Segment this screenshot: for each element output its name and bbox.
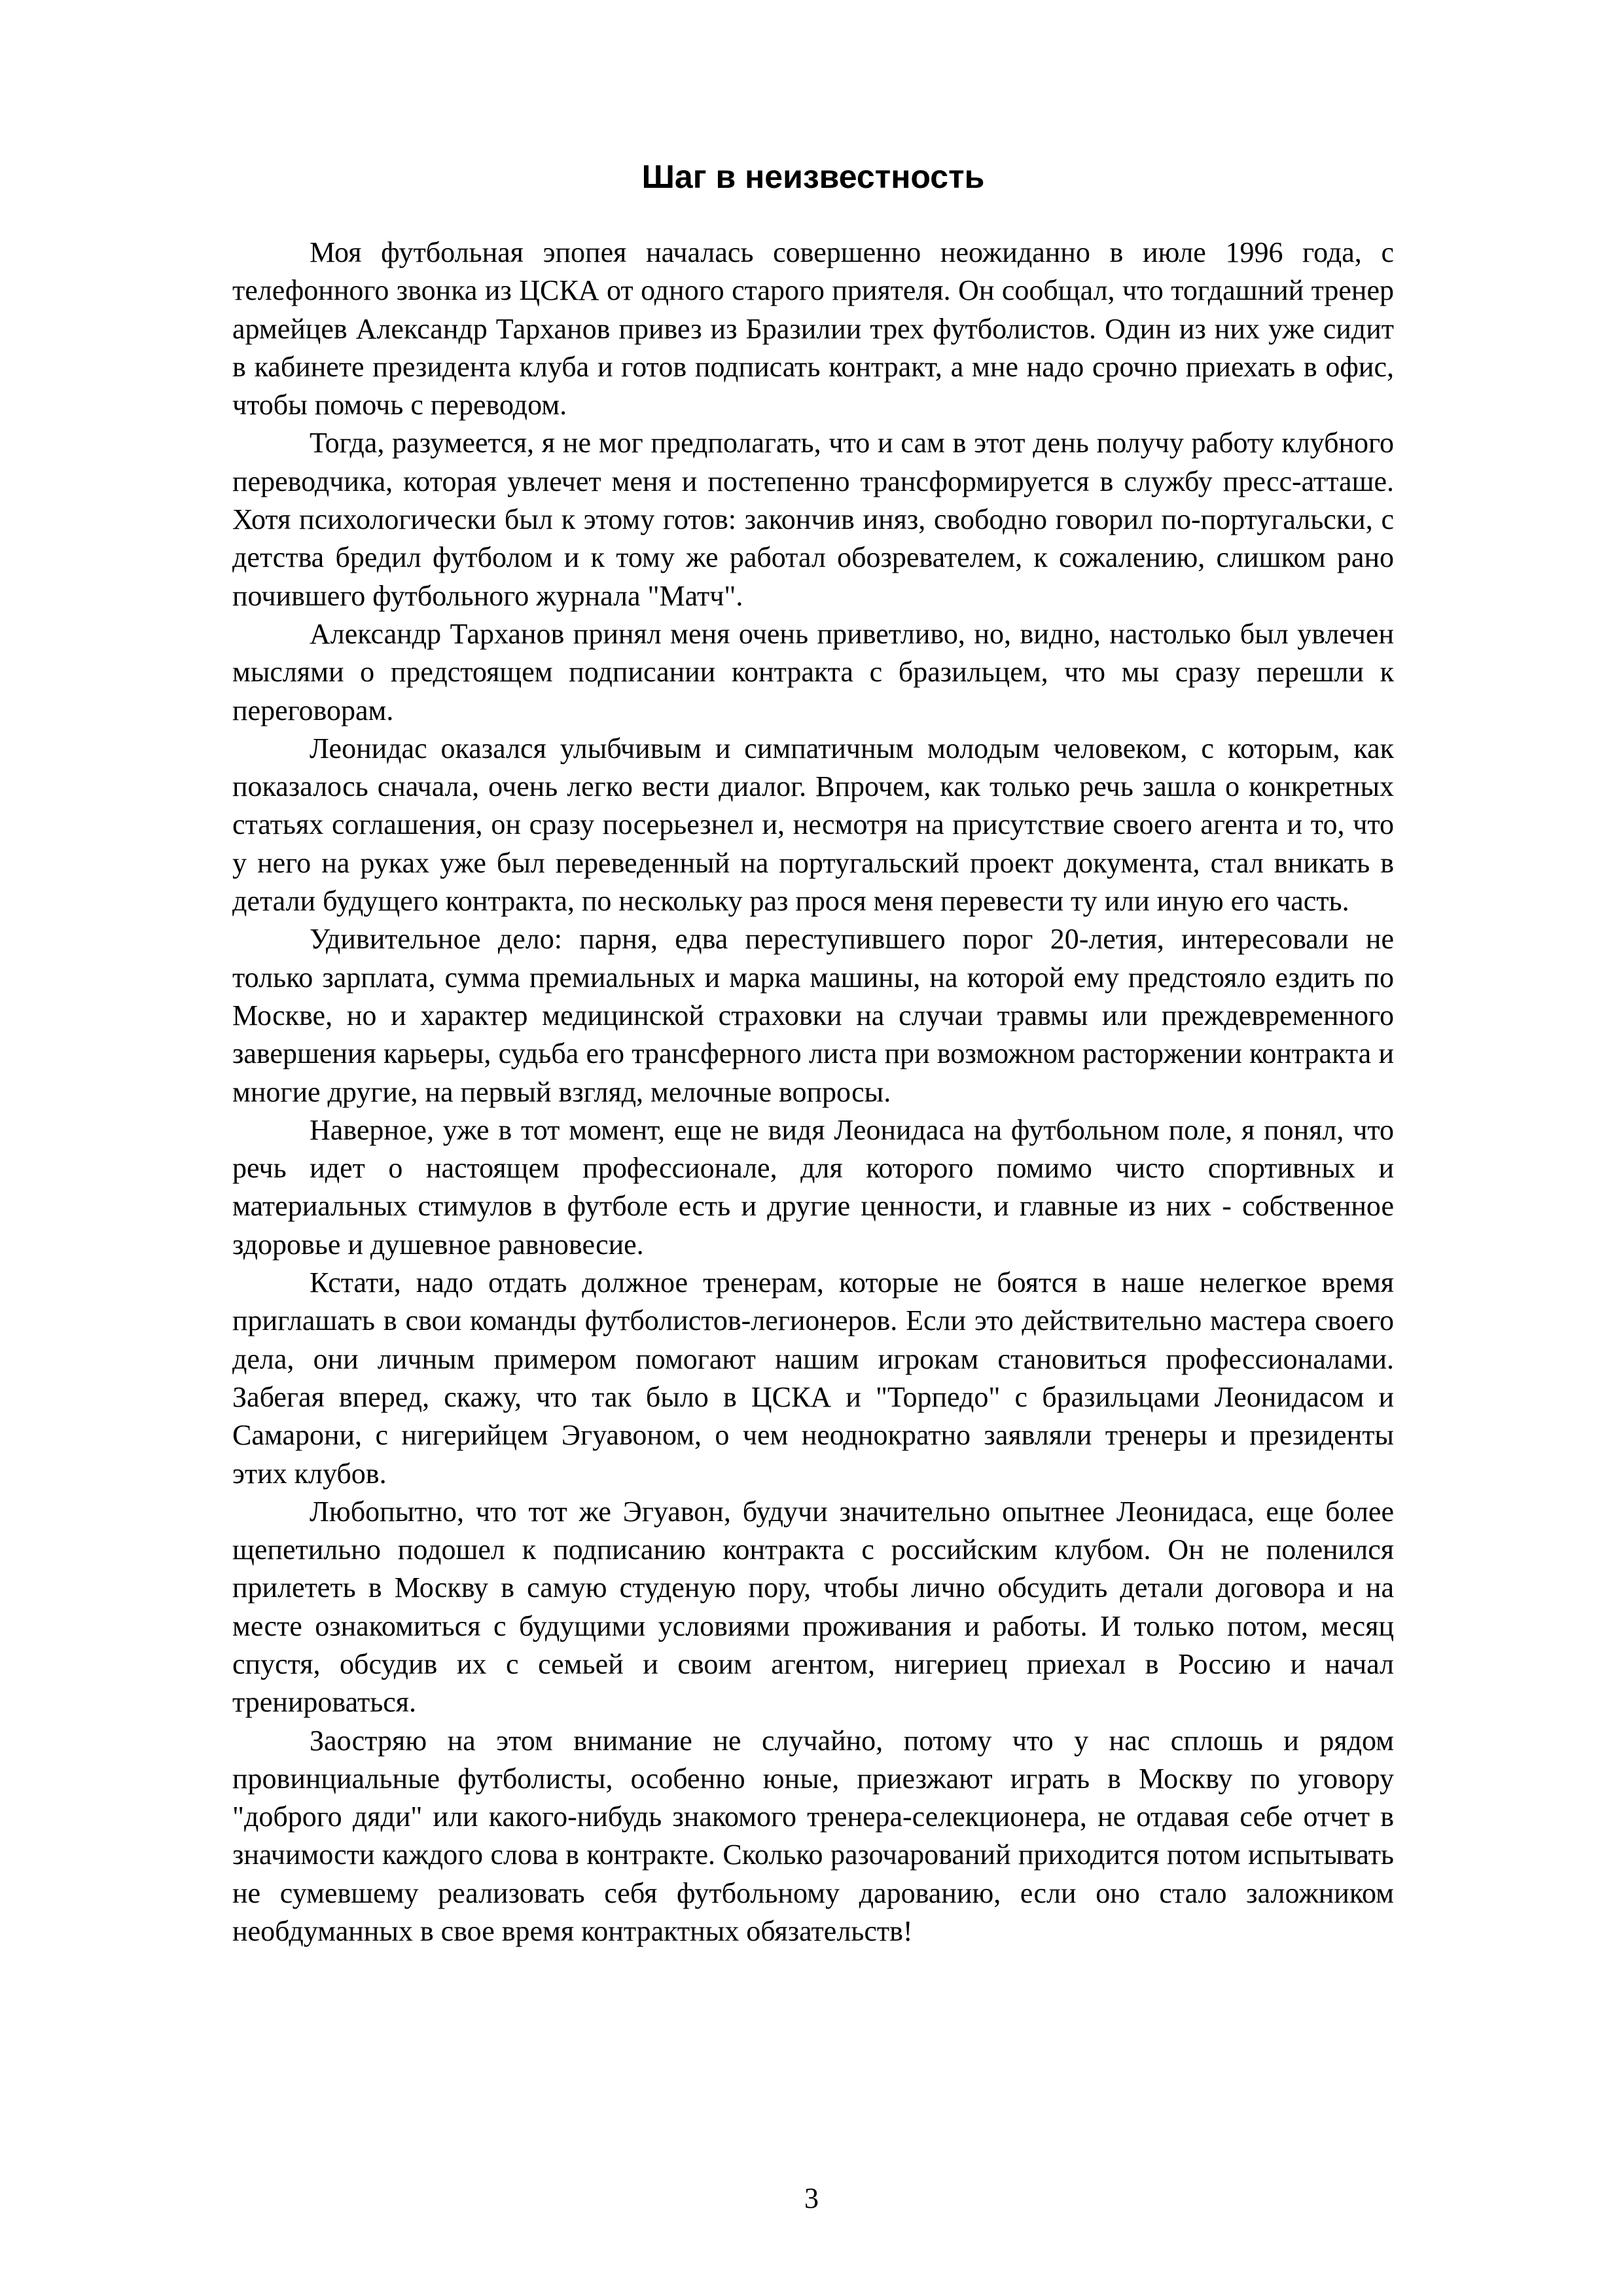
paragraph-8: Любопытно, что тот же Эгуавон, будучи значительно опытнее Леонидаса, еще более щепетильно подошел к подписанию контракта с российским клубом. Он не поленился прилететь в Москву в самую студеную пору, чтобы лично обсудить детали договора и на месте ознакомиться с будущими условиями проживания и работы. И только потом, месяц спустя, обсудив их с семьей и своим агентом, нигериец приехал в Россию и начал тренироваться. <box>232 1495 1394 1719</box>
paragraph-9: Заостряю на этом внимание не случайно, потому что у нас сплошь и рядом провинциальные футболисты, особенно юные, приезжают играть в Москву по уговору "доброго дяди" или какого-нибудь знакомого тренера-селекционера, не отдавая себе отчет в значимости каждого слова в контракте. Сколько разочарований приходится потом испытывать не сумевшему реализовать себя футбольному дарованию, если оно стало заложником необдуманных в свое время контрактных обязательств! <box>232 1724 1394 1948</box>
page-number: 3 <box>804 2182 819 2214</box>
paragraph-1: Моя футбольная эпопея началась совершенно неожиданно в июле 1996 года, с телефонного звонка из ЦСКА от одного старого приятеля. Он сообщал, что тогдашний тренер армейцев Александр Тарханов привез из Бразилии трех футболистов. Один из них уже сидит в кабинете президента клуба и готов подписать контракт, а мне надо срочно приехать в офис, чтобы помочь с переводом. <box>232 236 1394 422</box>
paragraph-5: Удивительное дело: парня, едва переступившего порог 20-летия, интересовали не только зарплата, сумма премиальных и марка машины, на которой ему предстояло ездить по Москве, но и характер медицинской страховки на случаи травмы или преждевременного завершения карьеры, судьба его трансферного листа при возможном расторжении контракта и многие другие, на первый взгляд, мелочные вопросы. <box>232 923 1394 1108</box>
page-title: Шаг в неизвестность <box>641 158 985 195</box>
paragraph-4: Леонидас оказался улыбчивым и симпатичным молодым человеком, с которым, как показалось сначала, очень легко вести диалог. Впрочем, как только речь зашла о конкретных статьях соглашения, он сразу посерьезнел и, несмотря на присутствие своего агента и то, что у него на руках уже был переведенный на португальский проект документа, стал вникать в детали будущего контракта, по нескольку раз прося меня перевести ту или иную его часть. <box>232 732 1394 918</box>
body-text <box>232 234 1394 1950</box>
document-page <box>232 154 1394 1950</box>
paragraph-6: Наверное, уже в тот момент, еще не видя Леонидаса на футбольном поле, я понял, что речь идет о настоящем профессионале, для которого помимо чисто спортивных и материальных стимулов в футболе есть и другие ценности, и главные из них - собственное здоровье и душевное равновесие. <box>232 1113 1394 1261</box>
paragraph-2: Тогда, разумеется, я не мог предполагать, что и сам в этот день получу работу клубного переводчика, которая увлечет меня и постепенно трансформируется в службу пресс-атташе. Хотя психологически был к этому готов: закончив иняз, свободно говорил по-португальски, с детства бредил футболом и к тому же работал обозревателем, к сожалению, слишком рано почившего футбольного журнала "Матч". <box>232 427 1394 612</box>
paragraph-3: Александр Тарханов принял меня очень приветливо, но, видно, настолько был увлечен мыслями о предстоящем подписании контракта с бразильцем, что мы сразу перешли к переговорам. <box>232 617 1394 726</box>
paragraph-7: Кстати, надо отдать должное тренерам, которые не боятся в наше нелегкое время приглашать в свои команды футболистов-легионеров. Если это действительно мастера своего дела, они личным примером помогают нашим игрокам становиться профессионалами. Забегая вперед, скажу, что так было в ЦСКА и "Торпедо" с бразильцами Леонидасом и Самарони, с нигерийцем Эгуавоном, о чем неоднократно заявляли тренеры и президенты этих клубов. <box>232 1266 1394 1490</box>
